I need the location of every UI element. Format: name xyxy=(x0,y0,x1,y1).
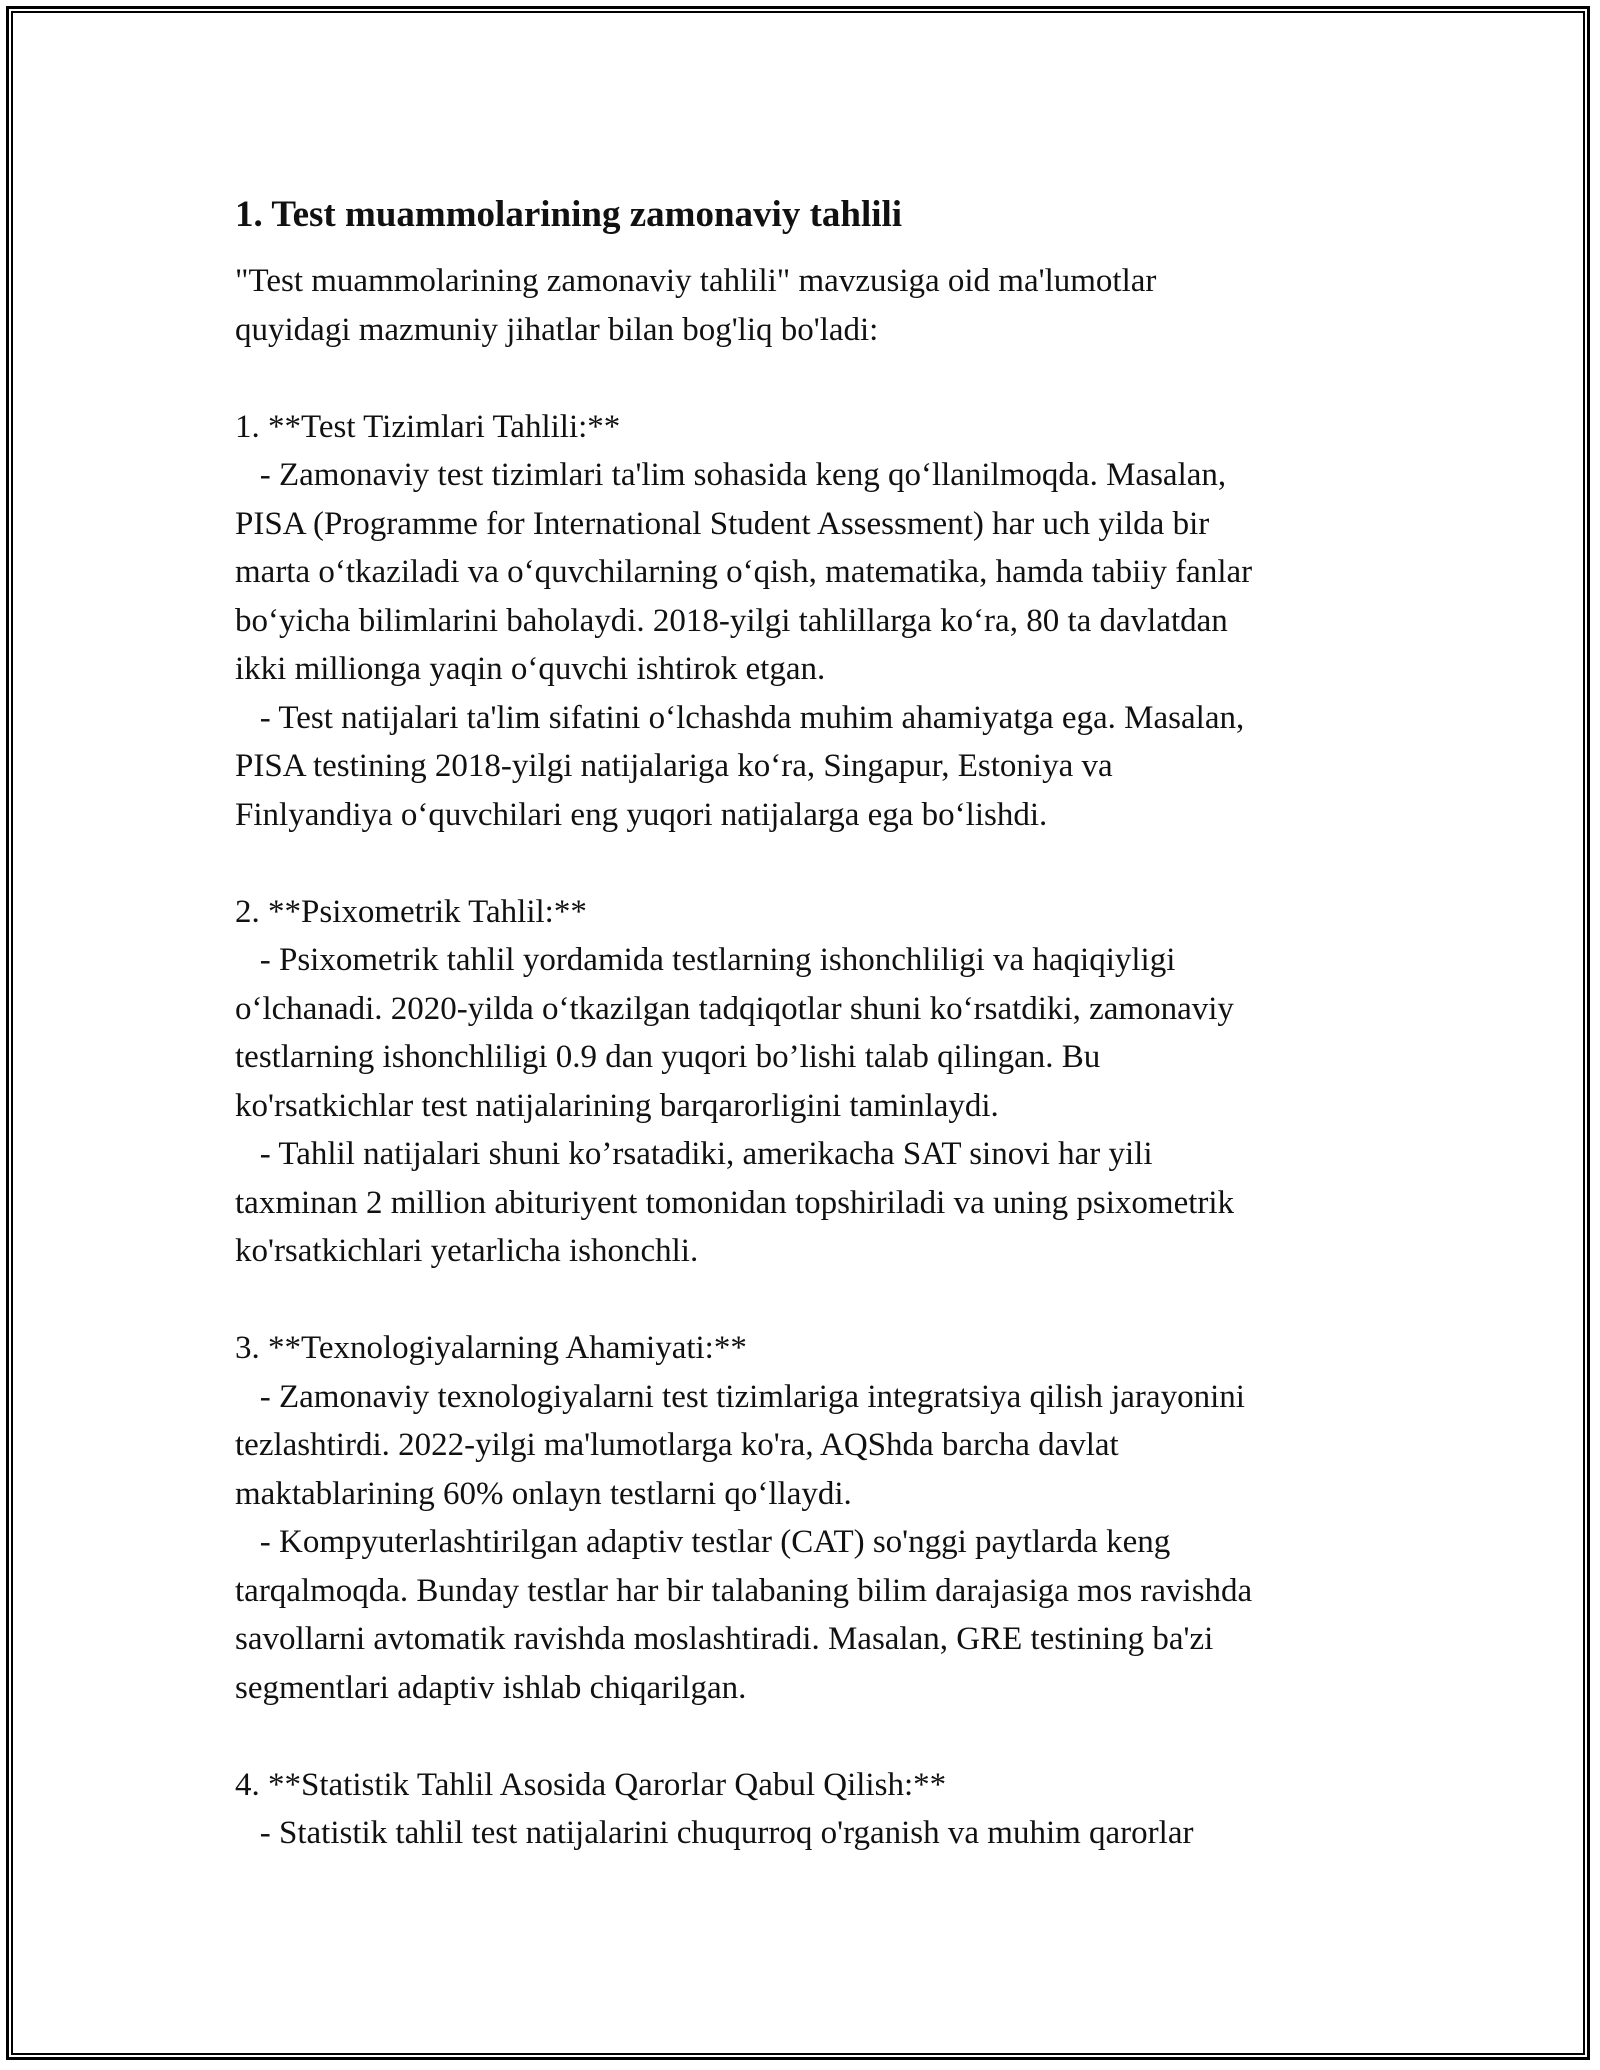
text-line: ikki millionga yaqin o‘quvchi ishtirok etgan. xyxy=(235,651,826,687)
text-line: o‘lchanadi. 2020-yilda o‘tkazilgan tadqiqotlar shuni ko‘rsatdiki, zamonaviy xyxy=(235,990,1234,1027)
text-line: - Zamonaviy texnologiyalarni test tizimlariga integratsiya qilish jarayonini xyxy=(235,1378,1245,1415)
text-line: savollarni avtomatik ravishda moslashtiradi. Masalan, GRE testining ba'zi xyxy=(235,1621,1214,1657)
text-line: PISA testining 2018-yilgi natijalariga ko‘ra, Singapur, Estoniya va xyxy=(235,748,1113,784)
section-heading: 1. **Test Tizimlari Tahlili:** xyxy=(235,408,621,445)
text-line: taxminan 2 million abituriyent tomonidan topshiriladi va uning psixometrik xyxy=(235,1184,1235,1221)
document-title: 1. Test muammolarining zamonaviy tahlili xyxy=(235,194,903,235)
text-line: maktablarining 60% onlayn testlarni qo‘llaydi. xyxy=(235,1475,852,1512)
section-heading: 3. **Texnologiyalarning Ahamiyati:** xyxy=(235,1330,747,1366)
text-line: testlarning ishonchliligi 0.9 dan yuqori bo’lishi talab qilingan. Bu xyxy=(235,1039,1101,1075)
text-line: - Statistik tahlil test natijalarini chuqurroq o'rganish va muhim qarorlar xyxy=(235,1815,1194,1851)
text-line: segmentlari adaptiv ishlab chiqarilgan. xyxy=(235,1669,747,1706)
text-line: - Psixometrik tahlil yordamida testlarning ishonchliligi va haqiqiyligi xyxy=(235,942,1176,978)
text-line: ko'rsatkichlar test natijalarining barqarorligini taminlaydi. xyxy=(235,1087,999,1124)
blank-line xyxy=(235,1276,1385,1325)
section-heading: 2. **Psixometrik Tahlil:** xyxy=(235,893,587,930)
document-body xyxy=(235,257,1385,1858)
text-line: tarqalmoqda. Bunday testlar har bir talabaning bilim darajasiga mos ravishda xyxy=(235,1572,1253,1609)
text-line: ko'rsatkichlari yetarlicha ishonchli. xyxy=(235,1233,699,1269)
text-line: Finlyandiya o‘quvchilari eng yuqori natijalarga ega bo‘lishdi. xyxy=(235,796,1048,833)
text-line: quyidagi mazmuniy jihatlar bilan bog'liq bo'ladi: xyxy=(235,311,879,348)
blank-line xyxy=(235,354,1385,403)
text-line: - Zamonaviy test tizimlari ta'lim sohasida keng qo‘llanilmoqda. Masalan, xyxy=(235,457,1227,493)
text-line: tezlashtirdi. 2022-yilgi ma'lumotlarga ko'ra, AQShda barcha davlat xyxy=(235,1427,1119,1463)
document-page xyxy=(235,185,1385,1858)
text-line: - Tahlil natijalari shuni ko’rsatadiki, amerikacha SAT sinovi har yili xyxy=(235,1136,1153,1172)
text-line: bo‘yicha bilimlarini baholaydi. 2018-yilgi tahlillarga ko‘ra, 80 ta davlatdan xyxy=(235,602,1228,639)
text-line: - Test natijalari ta'lim sifatini o‘lchashda muhim ahamiyatga ega. Masalan, xyxy=(235,699,1245,736)
blank-line xyxy=(235,839,1385,888)
text-line: "Test muammolarining zamonaviy tahlili" mavzusiga oid ma'lumotlar xyxy=(235,263,1157,299)
text-line: - Kompyuterlashtirilgan adaptiv testlar (CAT) so'nggi paytlarda keng xyxy=(235,1524,1171,1560)
blank-line xyxy=(235,1712,1385,1761)
text-line: PISA (Programme for International Student Assessment) har uch yilda bir xyxy=(235,505,1210,542)
text-line: marta o‘tkaziladi va o‘quvchilarning o‘qish, matematika, hamda tabiiy fanlar xyxy=(235,554,1253,590)
section-heading: 4. **Statistik Tahlil Asosida Qarorlar Qabul Qilish:** xyxy=(235,1766,947,1803)
